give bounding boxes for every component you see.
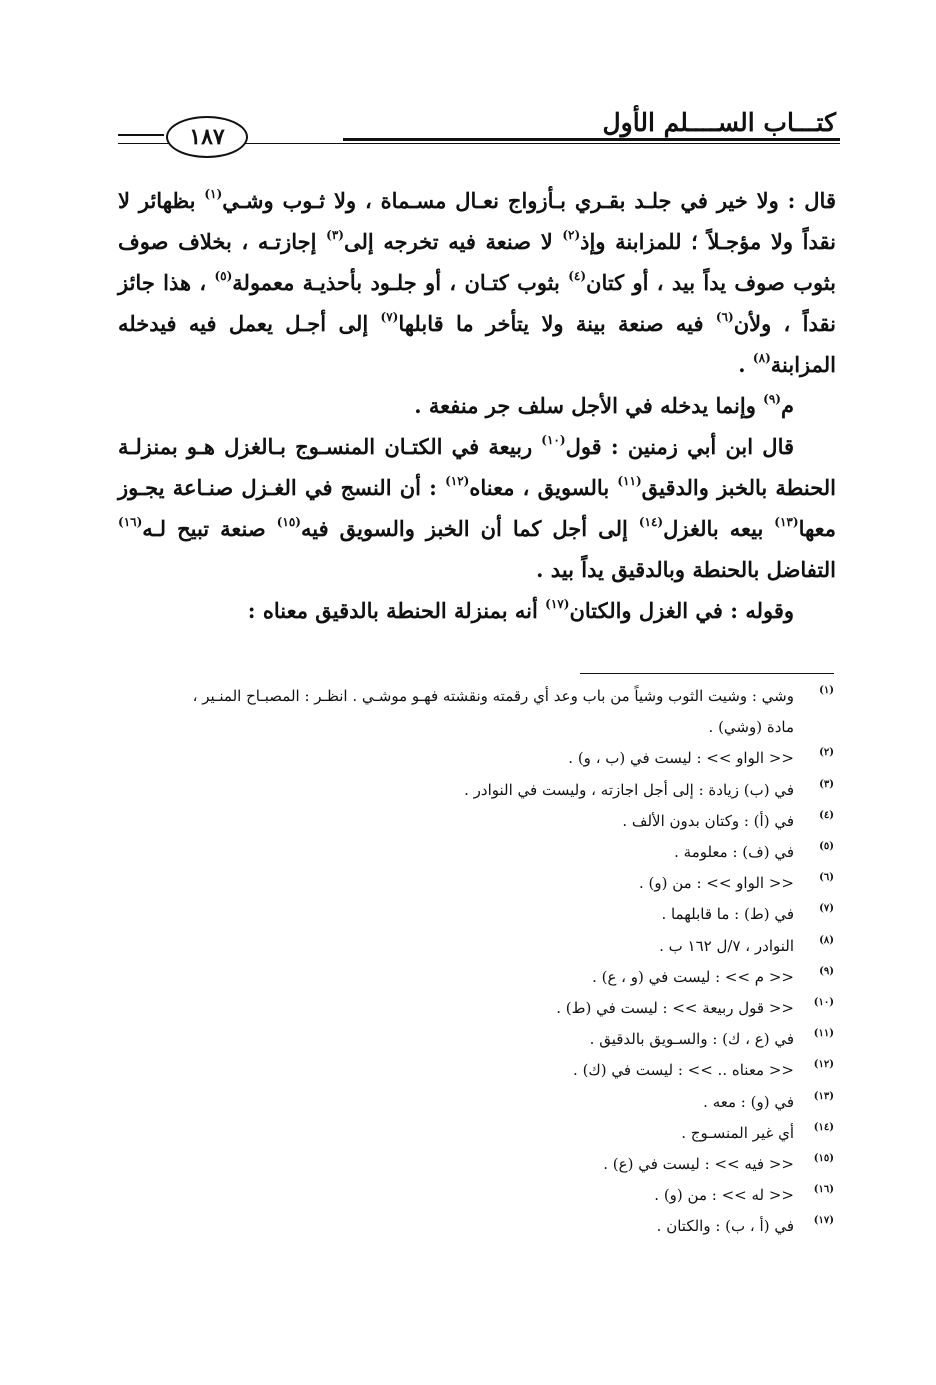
footnote-item [118, 775, 834, 806]
footnote-text: النوادر ، ٧/ل ١٦٢ ب . [659, 936, 794, 955]
footnote-text: << قول ربيعة >> : ليست في (ط) . [556, 999, 794, 1018]
footnote-item [118, 1149, 834, 1180]
footnote-text: << الواو >> : ليست في (ب ، و) . [568, 749, 794, 768]
footnote-item [118, 837, 834, 868]
paragraph-4 [118, 590, 836, 631]
footnote-number: (١٧) [813, 1215, 834, 1227]
footnote-item [118, 962, 834, 993]
footnote-item [118, 899, 834, 930]
main-text [118, 180, 836, 631]
footnote-text: في (ف) : معلومة . [674, 843, 794, 862]
footnote-text: في (ب) زيادة : إلى أجل اجازته ، وليست في النوادر . [464, 780, 794, 799]
footnote-text: << م >> : ليست في (و ، ع) . [592, 967, 794, 986]
text-run: ربيعة في الكتـان المنسـوج بـالغزل هـو بمنزلـة الحنطة بالخبز والدقيق [118, 434, 836, 500]
page-number: ١٨٧ [189, 124, 225, 150]
text-run: بثوب كتـان ، أو جلـود بأحذيـة معمولة [232, 270, 569, 295]
footnote-marker: (١) [204, 187, 223, 201]
text-run: بظهائر لا نقداً ولا مؤجـلاً ؛ للمزابنة وإذ [118, 188, 836, 254]
footnote-item [118, 993, 834, 1024]
footnote-number: (١٠) [813, 997, 834, 1009]
running-header [118, 104, 840, 164]
text-run: : أن النسج في الغـزل صنـاعة يجـوز معها [118, 475, 837, 541]
footnote-marker: (٦) [715, 310, 734, 324]
text-run: إلى أجـل يعمل فيه فيدخله المزابنة [118, 311, 836, 377]
footnote-text: << معناه .. >> : ليست في (ك) . [573, 1061, 794, 1080]
footnote-text: في (و) : معه . [703, 1092, 794, 1111]
footnote-item [118, 1180, 834, 1211]
footnote-marker: (٩) [763, 392, 781, 406]
footnote-text: في (أ) : وكتان بدون الألف . [622, 811, 794, 830]
text-run: . [738, 352, 753, 377]
footnotes [118, 681, 834, 1243]
text-run: قال : ولا خير في جلـد بقـري بـأزواج نعـال مسـماة ، ولا ثـوب وشـي [222, 188, 836, 213]
footnote-item [118, 1024, 834, 1055]
footnote-number: (١٦) [813, 1184, 834, 1196]
header-rule-left [118, 134, 164, 136]
footnote-marker: (١٢) [445, 474, 470, 488]
footnote-number: (٣) [819, 778, 834, 790]
footnote-marker: (١٦) [118, 515, 143, 529]
footnote-marker: (٢) [562, 228, 581, 242]
footnote-item [118, 868, 834, 899]
footnote-marker: (١٠) [541, 433, 566, 447]
footnote-number: (١) [819, 685, 834, 696]
footnote-item [118, 806, 834, 837]
text-run: بيعه بالغزل [663, 516, 775, 541]
footnote-number: (٨) [819, 934, 834, 946]
text-run: قال ابن أبي زمنين : قول [565, 434, 795, 459]
footnote-text: في (ع ، ك) : والسـويق بالدقيق . [589, 1030, 794, 1049]
footnote-item [118, 681, 834, 712]
footnote-number: (١٣) [813, 1090, 834, 1102]
footnote-marker: (١٧) [545, 597, 570, 611]
footnote-item [118, 1211, 834, 1242]
footnote-marker: (٨) [752, 351, 771, 365]
footnote-number: (٤) [819, 809, 834, 821]
footnote-item [118, 743, 834, 774]
text-run: وإنما يدخله في الأجل سلف جر منفعة . [414, 393, 764, 418]
footnote-text: << فيه >> : ليست في (ع) . [603, 1155, 794, 1174]
footnote-number: (٥) [819, 841, 834, 853]
footnote-separator [580, 673, 834, 674]
footnote-item [118, 1118, 834, 1149]
page-number-badge [166, 116, 248, 158]
footnote-text: أي غير المنسـوج . [681, 1123, 794, 1142]
footnote-number: (١٢) [813, 1059, 834, 1071]
text-run: ، هذا جائز نقداً ، ولأن [118, 270, 836, 336]
footnote-marker: (٤) [568, 269, 587, 283]
footnote-marker: (١٤) [638, 515, 664, 529]
footnote-number: (١٥) [813, 1153, 834, 1165]
footnote-number: (٧) [819, 903, 834, 915]
book-title: كتـــاب الســــلم الأول [602, 108, 836, 137]
header-rule-thick [343, 138, 840, 141]
footnote-continuation: مادة (وشي) . [708, 718, 794, 737]
text-run: لا صنعة فيه تخرجه إلى [343, 229, 563, 254]
paragraph-2 [118, 385, 836, 426]
paragraph-1 [118, 180, 836, 385]
footnote-number: (٦) [819, 872, 834, 884]
footnote-text: في (ط) : ما قابلهما . [661, 905, 794, 924]
text-run: أنه بمنزلة الحنطة بالدقيق معناه : [247, 598, 546, 623]
text-run: إجازتـه ، بخلاف صوف بثوب صوف يداً بيد ، أو كتان [118, 229, 836, 295]
footnote-number: (٢) [819, 747, 834, 759]
text-run: بالسويق ، معناه [469, 475, 618, 500]
footnote-number: (١٤) [813, 1121, 834, 1133]
footnote-marker: (٥) [214, 269, 233, 283]
footnote-number: (٩) [819, 965, 834, 977]
text-run: صنعة تبيح لـه [142, 516, 277, 541]
footnote-number: (١١) [813, 1028, 834, 1040]
footnote-text: << الواو >> : من (و) . [638, 874, 794, 893]
footnote-item [118, 931, 834, 962]
footnote-text: وشي : وشيت الثوب وشياً من باب وعد أي رقمته ونقشته فهـو موشـي . انظـر : المصبـاح المنـير ، [192, 687, 794, 705]
text-run: إلى أجل كما أن الخبز والسويق فيه [300, 516, 639, 541]
footnote-marker: (١١) [617, 474, 642, 488]
footnote-item [118, 1087, 834, 1118]
paragraph-3 [118, 426, 836, 590]
footnote-text: << له >> : من (و) . [654, 1186, 794, 1205]
footnote-marker: (٧) [380, 310, 399, 324]
footnote-item [118, 1055, 834, 1086]
text-run: م [780, 393, 794, 418]
text-run: وقوله : في الغزل والكتان [569, 598, 794, 623]
footnote-marker: (١٣) [774, 515, 799, 529]
footnote-text: في (أ ، ب) : والكتان . [656, 1217, 794, 1236]
text-run: فيه صنعة بينة ولا يتأخر ما قابلها [398, 311, 716, 336]
text-run: التفاضل بالحنطة وبالدقيق يداً بيد . [536, 557, 836, 582]
footnote-marker: (١٥) [276, 515, 301, 529]
footnote-marker: (٣) [326, 228, 344, 242]
